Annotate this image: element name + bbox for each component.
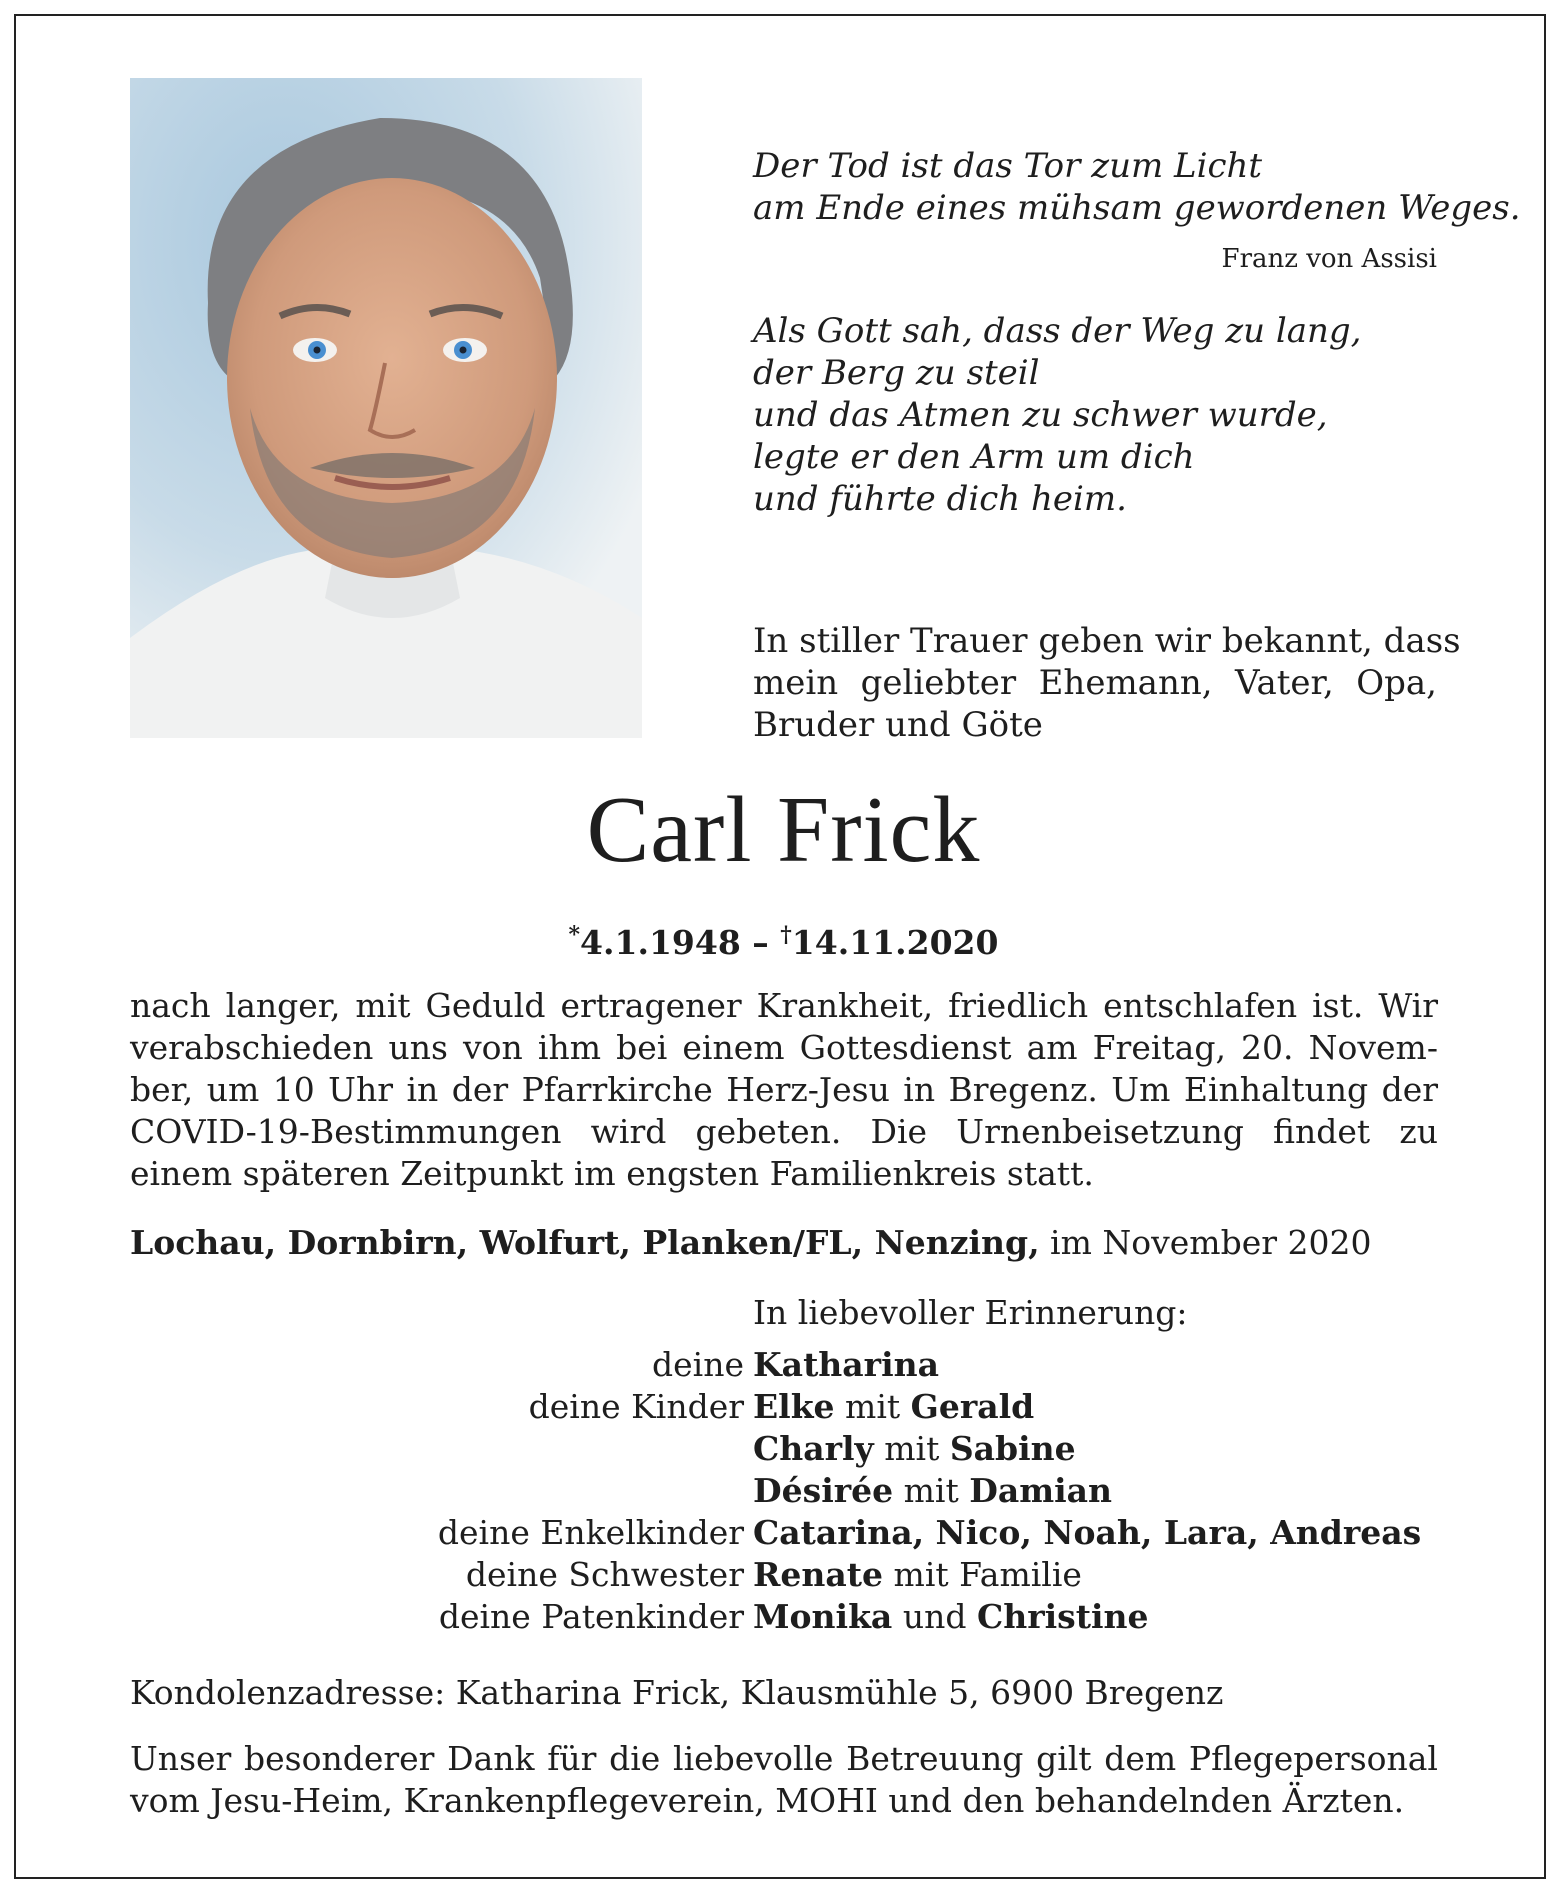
mourner-name: Catarina, Nico, Noah, Lara, Andreas	[753, 1513, 1422, 1552]
mourner-name: Katharina	[753, 1345, 939, 1384]
mourner-names	[753, 1554, 1082, 1596]
mourner-row	[130, 1512, 1450, 1554]
quote-author: Franz von Assisi	[1221, 244, 1437, 274]
date-separator: –	[740, 923, 781, 962]
mourner-names	[753, 1344, 939, 1386]
portrait-photo	[130, 78, 642, 738]
poem-line: der Berg zu steil	[753, 353, 1040, 393]
body-line: verabschieden uns von ihm bei einem Gottesdienst am Freitag, 20. Novem-	[130, 1028, 1438, 1067]
mourner-names	[753, 1428, 1076, 1470]
deceased-name: Carl Frick	[586, 778, 981, 882]
mourner-names	[753, 1512, 1421, 1554]
mourner-relation: deine	[652, 1345, 744, 1384]
mourner-name: Gerald	[910, 1387, 1035, 1426]
mourner-connector: und	[892, 1597, 977, 1636]
mourner-relation	[130, 1470, 753, 1512]
body-line: COVID-19-Bestimmungen wird gebeten. Die Urnenbeisetzung findet zu	[130, 1112, 1438, 1151]
mourners-list	[130, 1344, 1450, 1638]
thanks-note	[130, 1738, 1438, 1822]
mourner-connector: mit Familie	[883, 1555, 1082, 1594]
mourner-names	[753, 1386, 1034, 1428]
poem-line: Als Gott sah, dass der Weg zu lang,	[753, 311, 1362, 351]
mourner-name: Désirée	[753, 1471, 894, 1510]
poem-line: und das Atmen zu schwer wurde,	[753, 395, 1328, 435]
mourner-name: Elke	[753, 1387, 835, 1426]
announcement-intro	[753, 620, 1461, 746]
mourner-row	[130, 1428, 1450, 1470]
mourner-name: Sabine	[949, 1429, 1076, 1468]
mourner-relation: deine Kinder	[528, 1387, 744, 1426]
quote-assisi	[753, 145, 1521, 229]
places-list: Lochau, Dornbirn, Wolfurt, Planken/FL, Nenzing,	[130, 1223, 1040, 1262]
condolence-address: Kondolenzadresse: Katharina Frick, Klausmühle 5, 6900 Bregenz	[130, 1673, 1224, 1712]
poem-line: legte er den Arm um dich	[753, 437, 1195, 477]
mourner-row	[130, 1596, 1450, 1638]
places-and-date	[130, 1222, 1450, 1264]
mourner-name: Christine	[976, 1597, 1149, 1636]
mourner-relation	[130, 1428, 753, 1470]
mourner-connector: mit	[873, 1429, 950, 1468]
thanks-line: vom Jesu-Heim, Krankenpflegeverein, MOHI und den behandelnden Ärzten.	[130, 1781, 1405, 1820]
mourner-row	[130, 1470, 1450, 1512]
mourner-relation: deine Patenkinder	[438, 1597, 744, 1636]
mourner-connector: mit	[893, 1471, 970, 1510]
poem-line: und führte dich heim.	[753, 479, 1127, 519]
mourner-row	[130, 1386, 1450, 1428]
mourner-names	[753, 1596, 1148, 1638]
mourner-name: Damian	[969, 1471, 1113, 1510]
mourner-name: Renate	[753, 1555, 884, 1594]
birth-date: 4.1.1948	[580, 923, 741, 962]
mourner-name: Charly	[753, 1429, 874, 1468]
death-date: 14.11.2020	[791, 923, 999, 962]
quote-poem	[753, 310, 1441, 520]
mourner-row	[130, 1344, 1450, 1386]
birth-symbol: *	[568, 922, 581, 948]
announcement-date: im November 2020	[1039, 1223, 1372, 1262]
mourner-relation: deine Enkelkinder	[437, 1513, 744, 1552]
mourner-names	[753, 1470, 1112, 1512]
mourner-connector: mit	[834, 1387, 911, 1426]
quote-line: am Ende eines mühsam gewordenen Weges.	[753, 188, 1521, 228]
thanks-line: Unser besonderer Dank für die liebevolle Betreuung gilt dem Pflegepersonal	[130, 1739, 1438, 1778]
intro-line: Bruder und Göte	[753, 705, 1043, 745]
quote-line: Der Tod ist das Tor zum Licht	[753, 146, 1263, 186]
life-dates	[0, 915, 1567, 963]
announcement-body	[130, 985, 1438, 1195]
intro-line: In stiller Trauer geben wir bekannt, dass	[753, 621, 1461, 661]
mourner-row	[130, 1554, 1450, 1596]
death-symbol: †	[780, 922, 792, 948]
mourner-name: Monika	[753, 1597, 893, 1636]
mourner-relation: deine Schwester	[465, 1555, 744, 1594]
body-line: ber, um 10 Uhr in der Pfarrkirche Herz-Jesu in Bregenz. Um Einhaltung der	[130, 1070, 1438, 1109]
body-line: nach langer, mit Geduld ertragener Krankheit, friedlich entschlafen ist. Wir	[130, 986, 1438, 1025]
intro-line: mein geliebter Ehemann, Vater, Opa,	[753, 663, 1437, 703]
body-line: einem späteren Zeitpunkt im engsten Familienkreis statt.	[130, 1154, 1094, 1193]
memory-heading: In liebevoller Erinnerung:	[753, 1293, 1188, 1332]
